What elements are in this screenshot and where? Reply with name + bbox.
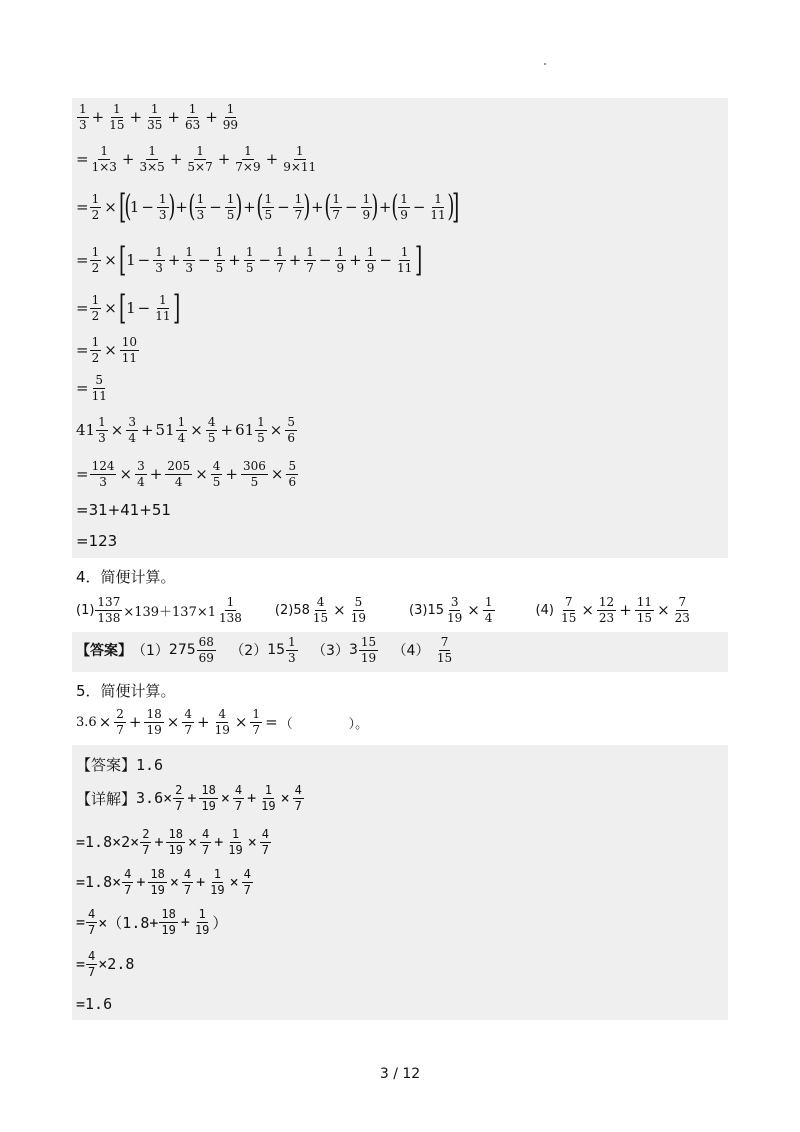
detail-line-6: =1.6: [76, 995, 113, 1013]
question-5-title: 5．简便计算。: [76, 682, 176, 700]
expr-line-10: =31+41+51: [76, 501, 171, 519]
detail-line-5: = $\frac{4}{7}$ ×2.8: [76, 949, 135, 979]
expr-line-8: 41 $\frac{1}{3}$ × $\frac{3}{4}$ + 51 $\frac{1}{4}$ × $\frac{4}{5}$ + 61 $\frac{1}{5}$ × $\frac{5}{6}$: [76, 415, 296, 445]
question-5-answer: 【答案】1.6: [76, 756, 164, 774]
expr-line-5: = $\frac{1}{2}$ × [ 1 − $\frac{1}{11}$ ]: [76, 288, 181, 328]
question-5-problem: 3.6 × $\frac{2}{7}$ + $\frac{18}{19}$ × $\frac{4}{7}$ + $\frac{4}{19}$ × $\frac{1}{7}$ = （ ）。: [76, 707, 369, 737]
fraction: $\frac{1}{15}$: [109, 102, 125, 132]
detail-line-4: = $\frac{4}{7}$ ×（1.8+ $\frac{18}{19}$ + $\frac{1}{19}$ ）: [76, 907, 228, 937]
expr-line-2: = $\frac{1}{1\times 3}$ + $\frac{1}{3\times 5}$ + $\frac{1}{5\times 7}$ + $\frac{1}{7\times 9}$ + $\frac{1}{9\times 11}$: [76, 144, 317, 174]
fraction: $\frac{1}{63}$: [184, 102, 201, 132]
expr-line-11: =123: [76, 532, 118, 550]
expr-line-4: = $\frac{1}{2}$ × [ 1 − $\frac{1}{3}$ + $\frac{1}{3}$ − $\frac{1}{5}$ + $\frac{1}{5}$ − $\frac{1}{7}$ + $\frac{1}{7}$ − $\frac{1}{9}$ + $\frac{1}{9}$ − $\frac{1}{11}$ ]: [76, 240, 423, 280]
expr-line-7: = $\frac{5}{11}$: [76, 373, 107, 403]
question-4-problems: (1) $\frac{137}{138}$ ×139＋137×1 $\frac{1}{138}$ (2) 58 $\frac{4}{15}$ × $\frac{5}{19}$ (3) 15 $\frac{3}{19}$ × $\frac{1}{4}$ (4) $\frac{7}{15}$ × $\frac{12}{23}$ + $\frac{11}{15}$ × $\frac{7}{23}$: [76, 595, 690, 625]
detail-line-2: =1.8×2× $\frac{2}{7}$ + $\frac{18}{19}$ × $\frac{4}{7}$ + $\frac{1}{19}$ × $\frac{4}{7}$: [76, 827, 269, 857]
fraction: $\frac{1}{99}$: [222, 102, 239, 132]
expr-line-1: $\frac{1}{3}$ + $\frac{1}{15}$ + $\frac{1}{35}$ + $\frac{1}{63}$ + $\frac{1}{99}$: [79, 102, 239, 132]
scan-speck: [544, 63, 546, 65]
fraction: $\frac{1}{3}$: [79, 102, 87, 132]
detail-line-3: =1.8× $\frac{4}{7}$ + $\frac{18}{19}$ × $\frac{4}{7}$ + $\frac{1}{19}$ × $\frac{4}{7}$: [76, 867, 251, 897]
page-number: 3 / 12: [379, 1066, 421, 1082]
expr-line-6: = $\frac{1}{2}$ × $\frac{10}{11}$: [76, 335, 138, 365]
question-4-title: 4．简便计算。: [76, 568, 176, 586]
expr-line-3: = $\frac{1}{2}$ × [ ( 1 − $\frac{1}{3}$ ) + ( $\frac{1}{3}$ − $\frac{1}{5}$ ) + ( $\frac{1}{5}$ − $\frac{1}{7}$ ) + ( $\frac{1}{7}$ − $\frac{1}{9}$ ) + ( $\frac{1}{9}$ − $\frac{1}{11}$ ) ]: [76, 187, 460, 227]
fraction: $\frac{1}{35}$: [147, 102, 163, 132]
question-4-answer: 【答案】 （1） 275 $\frac{68}{69}$ （2） 15 $\frac{1}{3}$ （3） 3 $\frac{15}{19}$ （4） $\frac{7}{15}$: [76, 635, 453, 665]
expr-line-9: = $\frac{124}{3}$ × $\frac{3}{4}$ + $\frac{205}{4}$ × $\frac{4}{5}$ + $\frac{306}{5}$ × $\frac{5}{6}$: [76, 459, 297, 489]
detail-line-1: 【详解】 3.6× $\frac{2}{7}$ + $\frac{18}{19}$ × $\frac{4}{7}$ + $\frac{1}{19}$ × $\frac{4}{7}$: [76, 783, 302, 813]
